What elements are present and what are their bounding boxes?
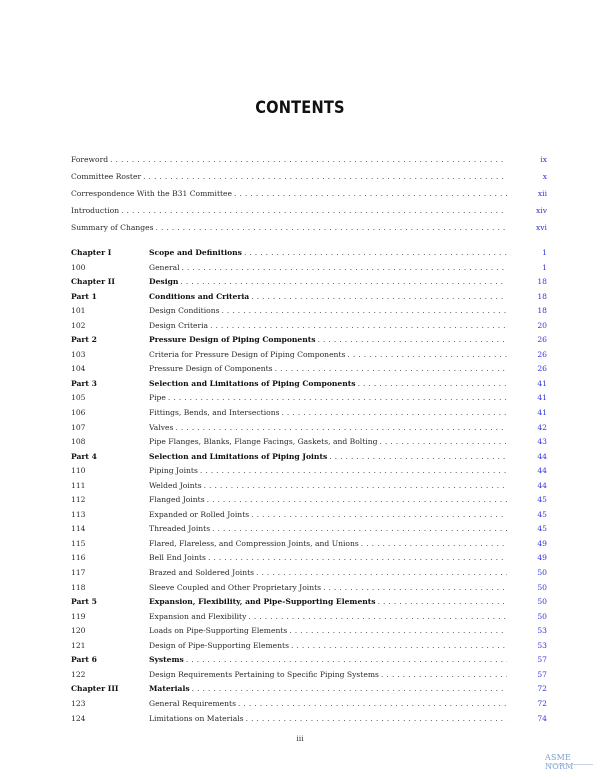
toc-row[interactable] [71, 435, 547, 450]
dot-leader [244, 246, 507, 261]
toc-row[interactable] [71, 610, 547, 625]
section-number: 111 [71, 480, 86, 490]
page-link[interactable]: 26 [507, 348, 547, 363]
page-link[interactable]: 18 [507, 290, 547, 305]
section-title: Fittings, Bends, and Intersections [149, 406, 282, 421]
section-title: Loads on Pipe-Supporting Elements [149, 624, 289, 639]
page-link[interactable]: xii [507, 185, 547, 202]
dot-leader [186, 653, 507, 668]
dot-leader [208, 551, 507, 566]
section-number: 105 [71, 393, 86, 403]
toc-row[interactable] [71, 406, 547, 421]
page-link[interactable]: xiv [507, 202, 547, 219]
section-title: Criteria for Pressure Design of Piping Components [149, 348, 347, 363]
section-title: Design of Pipe-Supporting Elements [149, 639, 291, 654]
section-title: Materials [149, 682, 192, 697]
page-link[interactable]: 26 [507, 333, 547, 348]
page-link[interactable]: 72 [507, 697, 547, 712]
section-title: Design [149, 275, 180, 290]
page-link[interactable]: 43 [507, 435, 547, 450]
section-number: 117 [71, 568, 86, 578]
section-title: Systems [149, 653, 186, 668]
dot-leader [234, 185, 507, 202]
page-link[interactable]: 50 [507, 595, 547, 610]
section-title: Committee Roster [71, 168, 143, 185]
page-link[interactable]: 44 [507, 479, 547, 494]
dot-leader [204, 479, 507, 494]
watermark-logo: ASME NORM [545, 753, 574, 771]
page-link[interactable]: 74 [507, 712, 547, 727]
section-title: Conditions and Criteria [149, 290, 251, 305]
dot-leader [381, 668, 507, 683]
dot-leader [358, 377, 507, 392]
page-link[interactable]: 1 [507, 261, 547, 276]
section-number: 112 [71, 495, 86, 505]
dot-leader [182, 261, 507, 276]
section-title: Selection and Limitations of Piping Joints [149, 450, 329, 465]
page-link[interactable]: 18 [507, 304, 547, 319]
section-title: Design Criteria [149, 319, 210, 334]
toc-row[interactable] [71, 319, 547, 334]
page-link[interactable]: 49 [507, 537, 547, 552]
dot-leader [248, 610, 507, 625]
page-link[interactable]: 53 [507, 624, 547, 639]
toc-row[interactable] [71, 450, 547, 465]
section-title: Piping Joints [149, 464, 200, 479]
section-number: Part 4 [71, 451, 97, 461]
section-title: Pipe Flanges, Blanks, Flange Facings, Gaskets, and Bolting [149, 435, 379, 450]
section-title: Introduction [71, 202, 121, 219]
page-link[interactable]: 57 [507, 653, 547, 668]
section-number: Part 3 [71, 378, 97, 388]
page-link[interactable]: 18 [507, 275, 547, 290]
dot-leader [207, 493, 507, 508]
toc-row[interactable] [71, 202, 547, 219]
section-number: Chapter III [71, 684, 119, 694]
section-number: 102 [71, 320, 86, 330]
section-number: 115 [71, 538, 86, 548]
section-title: Design Conditions [149, 304, 221, 319]
toc-row[interactable] [71, 304, 547, 319]
section-number: 121 [71, 640, 86, 650]
section-title: Scope and Definitions [149, 246, 244, 261]
page-link[interactable]: 44 [507, 450, 547, 465]
section-title: Valves [149, 421, 175, 436]
section-title: Design Requirements Pertaining to Specific Piping Systems [149, 668, 381, 683]
dot-leader [238, 697, 507, 712]
page-link[interactable]: 41 [507, 406, 547, 421]
toc-row[interactable] [71, 493, 547, 508]
toc-row[interactable] [71, 595, 547, 610]
section-title: Foreword [71, 151, 110, 168]
section-number: Part 6 [71, 655, 97, 665]
page-link[interactable]: 44 [507, 464, 547, 479]
toc-row[interactable] [71, 219, 547, 236]
section-number: 100 [71, 262, 86, 272]
dot-leader [192, 682, 507, 697]
section-title: General [149, 261, 182, 276]
section-title: Threaded Joints [149, 522, 212, 537]
toc-row[interactable] [71, 697, 547, 712]
section-title: Bell End Joints [149, 551, 208, 566]
dot-leader [282, 406, 508, 421]
toc-row[interactable] [71, 464, 547, 479]
page-link[interactable]: 53 [507, 639, 547, 654]
section-title: Pipe [149, 391, 168, 406]
section-title: Pressure Design of Piping Components [149, 333, 318, 348]
toc-row[interactable] [71, 246, 547, 261]
toc-row[interactable] [71, 668, 547, 683]
dot-leader [168, 391, 507, 406]
dot-leader [221, 304, 507, 319]
toc-row[interactable] [71, 566, 547, 581]
section-number: 108 [71, 437, 86, 447]
page-folio: iii [296, 734, 304, 743]
section-number: 107 [71, 422, 86, 432]
toc-row[interactable] [71, 639, 547, 654]
page-link[interactable]: 50 [507, 566, 547, 581]
page-link[interactable]: 41 [507, 391, 547, 406]
page-link[interactable]: 20 [507, 319, 547, 334]
section-number: 124 [71, 713, 86, 723]
toc-row[interactable] [71, 391, 547, 406]
toc-row[interactable] [71, 377, 547, 392]
section-number: 103 [71, 349, 86, 359]
section-title: Expanded or Rolled Joints [149, 508, 251, 523]
section-title: Summary of Changes [71, 219, 156, 236]
section-title: Flared, Flareless, and Compression Joints, and Unions [149, 537, 361, 552]
section-title: Welded Joints [149, 479, 204, 494]
section-number: Chapter I [71, 248, 112, 257]
section-number: 113 [71, 509, 86, 519]
page-link[interactable]: 49 [507, 551, 547, 566]
dot-leader [110, 151, 507, 168]
page-link[interactable]: 50 [507, 581, 547, 596]
dot-leader [210, 319, 507, 334]
dot-leader [143, 168, 507, 185]
dot-leader [329, 450, 507, 465]
dot-leader [156, 219, 507, 236]
dot-leader [361, 537, 507, 552]
section-number: 106 [71, 408, 86, 418]
page-link[interactable]: ix [507, 151, 547, 168]
toc-row[interactable] [71, 682, 547, 697]
front-matter-list [71, 151, 547, 236]
section-title: Brazed and Soldered Joints [149, 566, 256, 581]
dot-leader [323, 581, 507, 596]
page-link[interactable]: 57 [507, 668, 547, 683]
dot-leader [251, 508, 507, 523]
section-title: Sleeve Coupled and Other Proprietary Joints [149, 581, 323, 596]
toc-row[interactable] [71, 275, 547, 290]
section-number: 122 [71, 669, 86, 679]
section-title: Correspondence With the B31 Committee [71, 185, 234, 202]
dot-leader [246, 712, 507, 727]
dot-leader [275, 362, 507, 377]
page-link[interactable]: 41 [507, 377, 547, 392]
dot-leader [121, 202, 507, 219]
section-number: 104 [71, 364, 86, 374]
section-number: Part 2 [71, 335, 97, 345]
section-number: 110 [71, 466, 86, 476]
section-title: Pressure Design of Components [149, 362, 275, 377]
section-number: Part 5 [71, 597, 97, 607]
section-title: Expansion and Flexibility [149, 610, 248, 625]
section-number: 114 [71, 524, 86, 534]
page-link[interactable]: 45 [507, 508, 547, 523]
toc-row[interactable] [71, 537, 547, 552]
toc-row[interactable] [71, 522, 547, 537]
section-number: 118 [71, 582, 86, 592]
dot-leader [175, 421, 507, 436]
dot-leader [318, 333, 507, 348]
toc-row[interactable] [71, 712, 547, 727]
toc-row[interactable] [71, 479, 547, 494]
section-number: 116 [71, 553, 86, 563]
toc-row[interactable] [71, 421, 547, 436]
page-link[interactable]: 42 [507, 421, 547, 436]
dot-leader [347, 348, 507, 363]
page-link[interactable]: 1 [507, 246, 547, 261]
dot-leader [291, 639, 507, 654]
page-link[interactable]: 45 [507, 522, 547, 537]
watermark-underline [547, 764, 593, 767]
toc-row[interactable] [71, 653, 547, 668]
section-title: Flanged Joints [149, 493, 207, 508]
toc-row[interactable] [71, 581, 547, 596]
section-number: 101 [71, 306, 86, 316]
dot-leader [379, 435, 507, 450]
section-title: Limitations on Materials [149, 712, 246, 727]
section-title: General Requirements [149, 697, 238, 712]
toc-row[interactable] [71, 151, 547, 168]
toc-row[interactable] [71, 333, 547, 348]
toc-row[interactable] [71, 362, 547, 377]
section-number: Part 1 [71, 291, 97, 301]
toc-row[interactable] [71, 508, 547, 523]
section-title: Selection and Limitations of Piping Components [149, 377, 358, 392]
dot-leader [289, 624, 507, 639]
page-title: CONTENTS [255, 98, 345, 118]
toc-row[interactable] [71, 290, 547, 305]
toc-entries-list [71, 246, 547, 726]
page-link[interactable]: 45 [507, 493, 547, 508]
toc-row[interactable] [71, 185, 547, 202]
section-number: 120 [71, 626, 86, 636]
toc-row[interactable] [71, 624, 547, 639]
section-number: Chapter II [71, 277, 115, 287]
page-link[interactable]: 50 [507, 610, 547, 625]
section-title: Expansion, Flexibility, and Pipe-Supporting Elements [149, 595, 378, 610]
page-link[interactable]: x [507, 168, 547, 185]
section-number: 123 [71, 698, 86, 708]
toc-row[interactable] [71, 261, 547, 276]
toc-row[interactable] [71, 551, 547, 566]
dot-leader [200, 464, 507, 479]
page-link[interactable]: 72 [507, 682, 547, 697]
dot-leader [378, 595, 507, 610]
page-link[interactable]: 26 [507, 362, 547, 377]
toc-row[interactable] [71, 348, 547, 363]
dot-leader [256, 566, 507, 581]
dot-leader [251, 290, 507, 305]
dot-leader [180, 275, 507, 290]
dot-leader [212, 522, 507, 537]
section-number: 119 [71, 611, 86, 621]
toc-row[interactable] [71, 168, 547, 185]
page-link[interactable]: xvi [507, 219, 547, 236]
